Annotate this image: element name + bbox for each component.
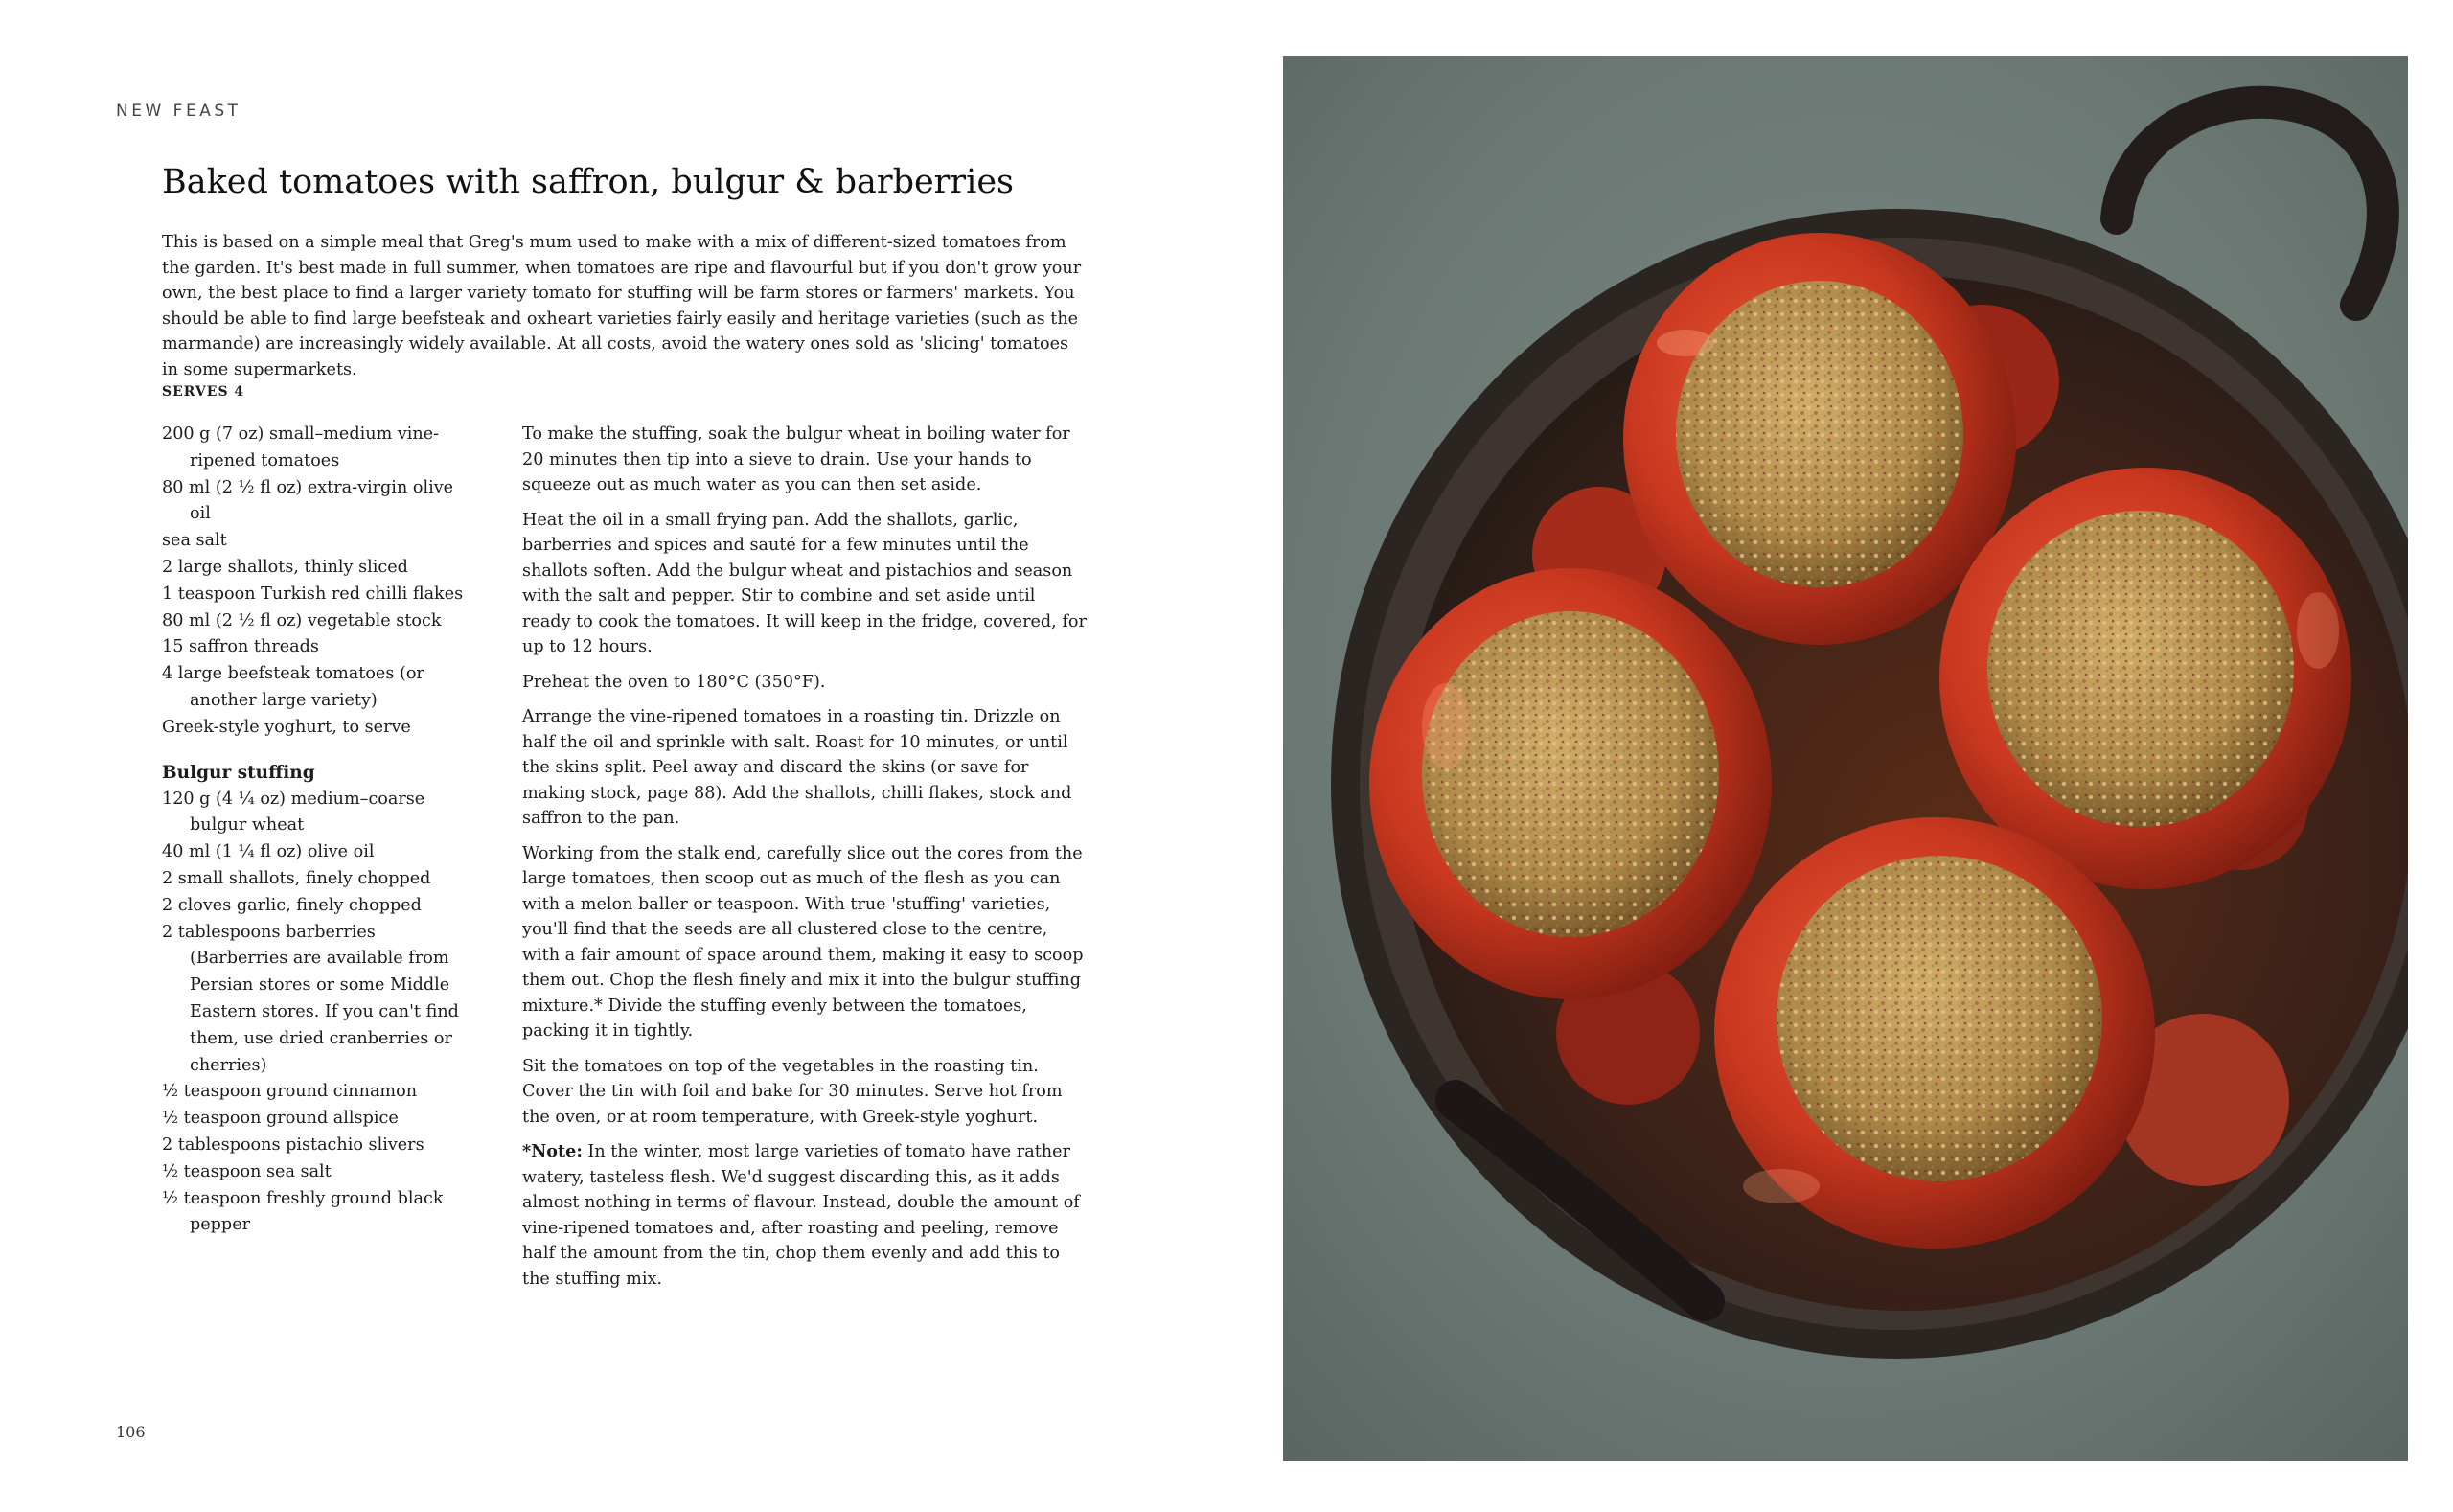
- recipe-intro: This is based on a simple meal that Greg's mum used to make with a mix of different-sized tomatoes from the garden. It's best made in full summer, when tomatoes are ripe and flavourful but if you don't grow your own, the best place to find a larger variety tomato for stuffing will be farm stores or farmers' markets. You should be able to find large beefsteak and oxheart varieties fairly easily and heritage varieties (such as the marmande) are increasingly widely available. At all costs, avoid the watery ones sold as 'slicing' tomatoes in some supermarkets.: [162, 233, 1082, 379]
- stuffing-ingredient-item: ½ teaspoon freshly ground black pepper: [162, 1188, 444, 1235]
- method-step: Arrange the vine-ripened tomatoes in a roasting tin. Drizzle on half the oil and sprinkle with salt. Roast for 10 minutes, or until the skins split. Peel away and discard the skins (or save for making stock, page 88). Add the shallots, chilli flakes, stock and saffron to the pan.: [522, 707, 1072, 828]
- ingredient-item: Greek-style yoghurt, to serve: [162, 717, 411, 737]
- recipe-title: Baked tomatoes with saffron, bulgur & barberries: [162, 163, 1015, 201]
- method-step: Sit the tomatoes on top of the vegetables in the roasting tin. Cover the tin with foil and bake for 30 minutes. Serve hot from the oven, or at room temperature, with Greek-style yoghurt.: [522, 1056, 1063, 1127]
- serves-label: SERVES 4: [162, 384, 245, 400]
- stuffed-tomato: [1623, 233, 2016, 645]
- stuffing-ingredient-item: 2 small shallots, finely chopped: [162, 868, 431, 888]
- stuffing-ingredient-item: ½ teaspoon ground allspice: [162, 1109, 399, 1129]
- ingredient-item: 2 large shallots, thinly sliced: [162, 557, 408, 577]
- ingredient-item: 1 teaspoon Turkish red chilli flakes: [162, 584, 464, 604]
- stuffing-ingredient-item: ½ teaspoon ground cinnamon: [162, 1082, 418, 1102]
- method-step: Working from the stalk end, carefully slice out the cores from the large tomatoes, then scoop out as much of the flesh as you can with a melon baller or teaspoon. With true 'stuffing' varieties, you'll find that the seeds are all clustered close to the centre, with a fair amount of space around them, making it easy to scoop them out. Chop the flesh finely and mix it into the bulgur stuffing mixture.* Divide the stuffing evenly between the tomatoes, packing it in tightly.: [522, 843, 1084, 1041]
- stuffing-ingredient-item: ½ teaspoon sea salt: [162, 1161, 332, 1181]
- recipe-note: [522, 1139, 1088, 1292]
- method-step: Heat the oil in a small frying pan. Add the shallots, garlic, barberries and spices and sauté for a few minutes until the shallots soften. Add the bulgur wheat and pistachios and season with the salt and pepper. Stir to combine and set aside until ready to cook the tomatoes. It will keep in the fridge, covered, for up to 12 hours.: [522, 510, 1087, 656]
- ingredient-item: 80 ml (2 ½ fl oz) extra-virgin olive oil: [162, 477, 454, 524]
- stuffing-heading: Bulgur stuffing: [162, 762, 315, 783]
- stuffing-ingredient-item: 2 tablespoons pistachio slivers: [162, 1134, 424, 1155]
- ingredient-item: sea salt: [162, 531, 227, 551]
- ingredients-list: [162, 422, 478, 1239]
- stuffed-tomato: [1369, 568, 1772, 999]
- stuffing-ingredient-item: 2 tablespoons barberries (Barberries are available from Persian stores or some Middle Eastern stores. If you can't find them, use dried cranberries or cherries): [162, 922, 459, 1075]
- ingredient-item: 15 saffron threads: [162, 637, 319, 657]
- note-text: In the winter, most large varieties of tomato have rather watery, tasteless flesh. We'd suggest discarding this, as it adds almost nothing in terms of flavour. Instead, double the amount of vine-ripened tomatoes and, after roasting and peeling, remove half the amount from the tin, chop them evenly and add this to the stuffing mix.: [522, 1142, 1080, 1289]
- ingredient-item: 4 large beefsteak tomatoes (or another large variety): [162, 664, 424, 710]
- note-label: *Note:: [522, 1141, 583, 1161]
- stuffed-tomato: [1939, 468, 2351, 889]
- stuffing-ingredient-item: 120 g (4 ¼ oz) medium–coarse bulgur wheat: [162, 789, 425, 836]
- method-steps: [522, 422, 1088, 1301]
- method-step: To make the stuffing, soak the bulgur wheat in boiling water for 20 minutes then tip into a sieve to drain. Use your hands to squeeze out as much water as you can then set aside.: [522, 424, 1070, 494]
- recipe-photo: [1283, 56, 2408, 1461]
- running-head: NEW FEAST: [116, 102, 241, 121]
- ingredient-item: 80 ml (2 ½ fl oz) vegetable stock: [162, 610, 442, 630]
- page-number: 106: [116, 1423, 146, 1441]
- stuffed-tomatoes-illustration: [1283, 56, 2408, 1461]
- ingredient-item: 200 g (7 oz) small–medium vine-ripened tomatoes: [162, 424, 440, 470]
- method-step: Preheat the oven to 180°C (350°F).: [522, 672, 826, 692]
- stuffing-ingredient-item: 2 cloves garlic, finely chopped: [162, 895, 422, 915]
- stuffing-ingredient-item: 40 ml (1 ¼ fl oz) olive oil: [162, 842, 375, 862]
